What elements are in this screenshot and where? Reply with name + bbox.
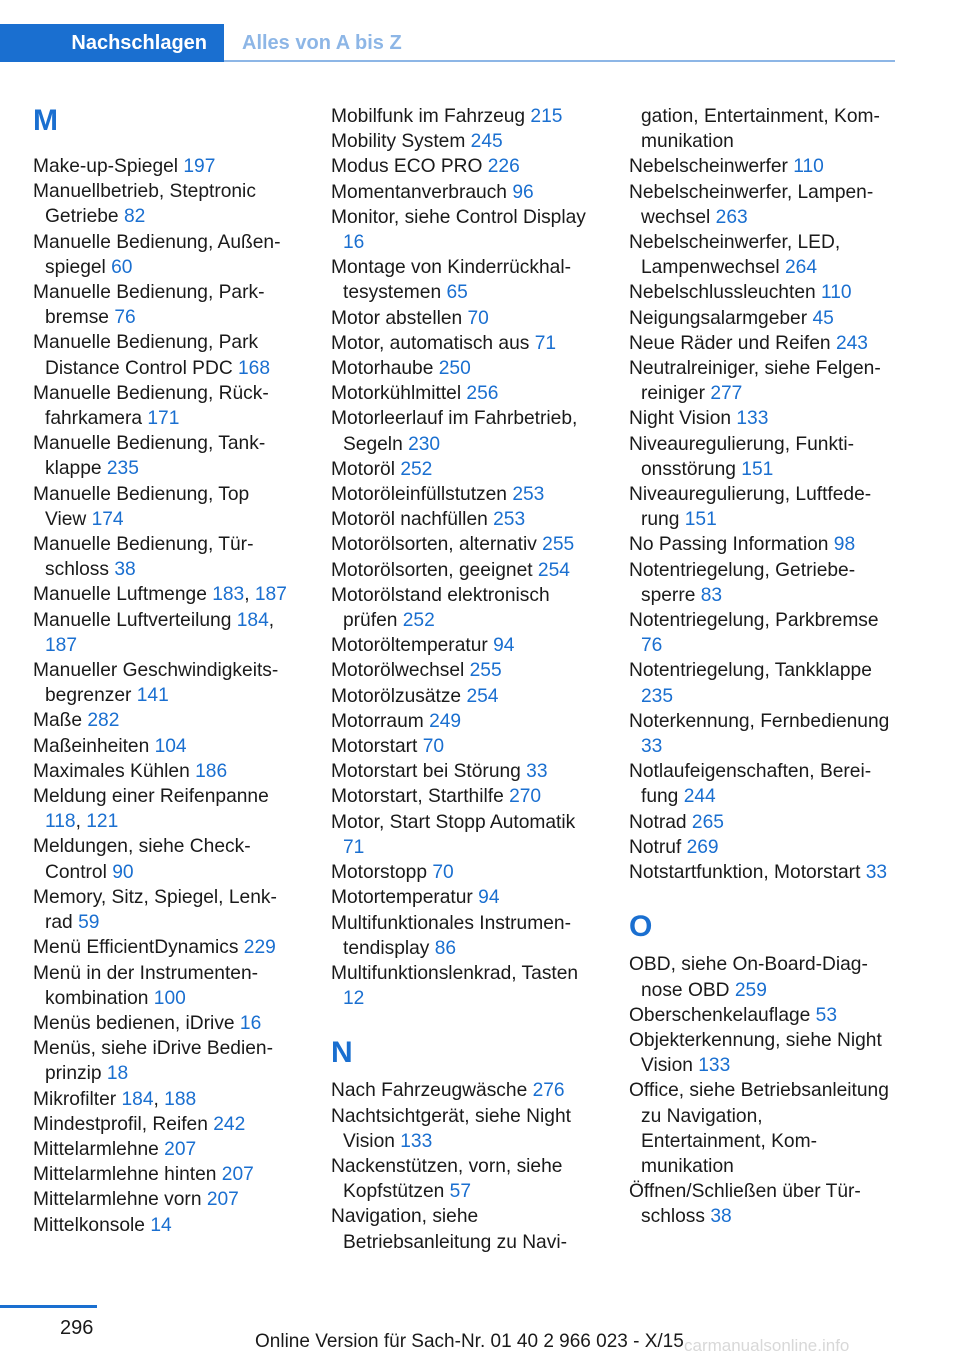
index-entry-term: Notrad bbox=[629, 811, 692, 833]
index-entry-term: Notentriegelung, Getriebesperre bbox=[629, 559, 856, 606]
index-entry bbox=[629, 154, 891, 179]
index-entry-term: Mittelkonsole bbox=[33, 1214, 151, 1236]
page-reference-link[interactable]: 207 bbox=[206, 1189, 239, 1211]
page-reference-link[interactable]: 86 bbox=[434, 937, 457, 959]
index-entry-term: Notentriegelung, Tankklappe bbox=[629, 660, 872, 682]
index-letter-heading: O bbox=[629, 910, 653, 944]
index-entry-term: gation, Entertainment, Kommunikation bbox=[641, 106, 880, 153]
page-reference-link[interactable]: 270 bbox=[509, 786, 542, 808]
index-entry-term: Motorölstand elektronisch prüfen bbox=[331, 584, 550, 632]
index-entry-term: Mobilfunk im Fahrzeug bbox=[331, 106, 531, 127]
index-entry bbox=[331, 684, 593, 709]
index-entry-term: Niveauregulierung, Luftfederung bbox=[629, 484, 872, 531]
page-reference-link[interactable]: 235 bbox=[641, 685, 674, 707]
index-entry-term: Motoröltemperatur bbox=[331, 635, 494, 657]
index-entry bbox=[331, 180, 593, 205]
index-entry-term: Nachtsichtgerät, siehe Night Vision bbox=[331, 1105, 571, 1152]
index-entry-term: Motor abstellen bbox=[331, 307, 468, 329]
section-tab-nachschlagen[interactable] bbox=[0, 24, 224, 62]
page-reference-link[interactable]: 245 bbox=[470, 131, 503, 153]
index-entry-term: Modus ECO PRO bbox=[331, 156, 488, 178]
index-entry bbox=[629, 432, 891, 482]
index-entry-term: Manuelle Luftmenge bbox=[33, 584, 213, 606]
page-reference-link[interactable]: 90 bbox=[112, 861, 134, 883]
index-entry bbox=[629, 608, 891, 658]
index-entry bbox=[629, 280, 891, 305]
page-reference-link[interactable]: 33 bbox=[526, 761, 548, 783]
page-reference-link[interactable]: 229 bbox=[243, 937, 276, 959]
index-letter-heading: N bbox=[331, 1036, 353, 1070]
page-reference-link[interactable]: 254 bbox=[537, 559, 570, 581]
page-reference-link[interactable]: 76 bbox=[114, 307, 136, 329]
page-reference-link[interactable]: 96 bbox=[512, 181, 534, 203]
page-header bbox=[0, 24, 895, 62]
page-reference-link[interactable]: 242 bbox=[213, 1113, 246, 1135]
index-entry bbox=[331, 154, 593, 179]
page-reference-link[interactable]: 269 bbox=[686, 836, 719, 858]
index-entry bbox=[33, 961, 295, 1011]
page-reference-link[interactable]: 230 bbox=[408, 433, 441, 455]
index-entry bbox=[331, 104, 593, 129]
index-entry bbox=[629, 1028, 891, 1078]
index-entry-term: Manueller Geschwindigkeitsbegrenzer bbox=[33, 660, 279, 707]
index-entry bbox=[629, 406, 891, 431]
index-entry bbox=[629, 860, 891, 885]
page-reference-link[interactable]: 244 bbox=[683, 786, 716, 808]
page-reference-link[interactable]: 33 bbox=[641, 736, 663, 758]
page-reference-link[interactable]: 57 bbox=[449, 1181, 472, 1203]
index-entry-term: Motorleerlauf im Fahrbetrieb, Segeln bbox=[331, 408, 578, 455]
page-reference-link[interactable]: 65 bbox=[446, 282, 468, 304]
index-entry bbox=[33, 330, 295, 380]
index-entry-term: Motorraum bbox=[331, 710, 430, 732]
page-reference-link[interactable]: 70 bbox=[432, 862, 454, 884]
index-entry bbox=[33, 734, 295, 759]
index-entry-term: Menü EfficientDynamics bbox=[33, 937, 244, 959]
page-number: 296 bbox=[60, 1317, 94, 1339]
online-version-note: Online Version für Sach-Nr. 01 40 2 966 023 - X/15 bbox=[255, 1331, 684, 1352]
index-entry-term: Oberschenkelauflage bbox=[629, 1004, 816, 1026]
index-entry-term: Nebelscheinwerfer bbox=[629, 156, 794, 178]
index-entry bbox=[629, 356, 891, 406]
index-entry-term: Night Vision bbox=[629, 408, 737, 430]
index-entry: Manuelle Luftmenge 183, 187 bbox=[33, 584, 287, 606]
page-reference-link[interactable]: 76 bbox=[641, 635, 663, 657]
index-entry-term: Motorstopp bbox=[331, 862, 433, 884]
page-reference-link[interactable]: 71 bbox=[343, 836, 365, 858]
index-entry-term: Multifunktionslenkrad, Tasten bbox=[331, 962, 579, 984]
page-reference-link[interactable]: 207 bbox=[164, 1138, 197, 1160]
page-reference-link[interactable]: 121 bbox=[86, 811, 119, 833]
page-reference-link[interactable]: 184 bbox=[121, 1088, 154, 1110]
index-entry bbox=[629, 331, 891, 356]
index-entry bbox=[33, 381, 295, 431]
index-entry-term: Motoröl nachfüllen bbox=[331, 509, 494, 531]
index-entry-term: Navigation, siehe Betriebsanleitung zu Navi- bbox=[331, 1206, 567, 1253]
page-reference-link[interactable]: 38 bbox=[710, 1206, 732, 1228]
index-entry bbox=[331, 885, 593, 910]
index-entry bbox=[33, 834, 295, 884]
index-entry bbox=[331, 356, 593, 381]
index-entry bbox=[33, 431, 295, 481]
index-entry bbox=[33, 1112, 295, 1137]
page-reference-link[interactable]: 263 bbox=[715, 206, 748, 228]
index-column-2 bbox=[331, 104, 593, 1255]
index-entry-term: Momentanverbrauch bbox=[331, 181, 513, 203]
index-letter-heading: M bbox=[33, 104, 58, 137]
index-entry bbox=[629, 658, 891, 708]
page-reference-link[interactable]: 18 bbox=[106, 1063, 129, 1085]
index-entry bbox=[331, 558, 593, 583]
index-entry bbox=[629, 759, 891, 809]
index-entry-term: Meldungen, siehe Check-Control bbox=[33, 836, 251, 883]
index-entry-term: Manuelle Bedienung, Türschloss bbox=[33, 534, 254, 581]
index-column-1 bbox=[33, 104, 295, 1238]
index-entry-term: Manuelle Bedienung, Parkbremse bbox=[33, 282, 265, 329]
page-reference-link[interactable]: 197 bbox=[183, 156, 216, 177]
index-entry bbox=[331, 810, 593, 860]
index-entry bbox=[331, 583, 593, 633]
index-entry bbox=[331, 734, 593, 759]
page-reference-link[interactable]: 265 bbox=[691, 811, 724, 833]
page-reference-link[interactable]: 252 bbox=[402, 610, 435, 632]
index-entry bbox=[33, 1036, 295, 1086]
page-reference-link[interactable]: 259 bbox=[734, 979, 767, 1001]
page-reference-link[interactable]: 243 bbox=[835, 332, 868, 354]
page-reference-link[interactable]: 59 bbox=[78, 912, 100, 934]
index-entry: Meldung einer Reifenpanne 118, 121 bbox=[33, 786, 269, 833]
page-reference-link[interactable]: 94 bbox=[493, 635, 515, 657]
index-entry bbox=[33, 230, 295, 280]
index-entry-term: Maximales Kühlen bbox=[33, 760, 196, 782]
page-reference-link[interactable]: 282 bbox=[87, 710, 120, 732]
index-entry-term: Motorstart, Starthilfe bbox=[331, 786, 510, 808]
index-entry-term: Motorstart bei Störung bbox=[331, 761, 527, 783]
page-reference-link[interactable]: 16 bbox=[343, 232, 365, 254]
index-entry-term: Motorölsorten, geeignet bbox=[331, 559, 538, 581]
index-entry bbox=[33, 1137, 295, 1162]
index-entry-term: Neutralreiniger, siehe Felgenreiniger bbox=[629, 358, 881, 405]
index-entry-term: Öffnen/Schließen über Türschloss bbox=[629, 1181, 861, 1228]
page-reference-link[interactable]: 215 bbox=[530, 106, 563, 127]
page-reference-link[interactable]: 60 bbox=[111, 256, 133, 278]
index-entry bbox=[629, 1179, 891, 1229]
page-reference-link[interactable]: 133 bbox=[400, 1130, 433, 1152]
page-reference-link[interactable]: 226 bbox=[487, 156, 520, 178]
page-reference-link[interactable]: 255 bbox=[469, 660, 502, 682]
index-entry bbox=[629, 810, 891, 835]
page-reference-link[interactable]: 38 bbox=[114, 559, 136, 581]
page-reference-link[interactable]: 100 bbox=[153, 987, 186, 1009]
index-entry bbox=[331, 633, 593, 658]
subsection-tab-label: Alles von A bis Z bbox=[242, 31, 402, 54]
index-entry-term: Objekterkennung, siehe Night Vision bbox=[629, 1029, 882, 1077]
index-entry bbox=[331, 961, 593, 1011]
index-entry bbox=[629, 104, 891, 154]
index-entry bbox=[331, 406, 593, 456]
index-entry-term: Maßeinheiten bbox=[33, 735, 155, 757]
page-reference-link[interactable]: 168 bbox=[238, 357, 271, 379]
page-reference-link[interactable]: 187 bbox=[254, 584, 287, 606]
index-entry bbox=[331, 331, 593, 356]
index-entry bbox=[629, 1003, 891, 1028]
page-reference-link[interactable]: 253 bbox=[512, 484, 545, 506]
index-entry bbox=[331, 381, 593, 406]
index-entry bbox=[629, 532, 891, 557]
index-entry-term: Nebelscheinwerfer, Lampenwechsel bbox=[629, 181, 874, 228]
index-entry-term: No Passing Information bbox=[629, 534, 834, 556]
index-entry bbox=[331, 709, 593, 734]
page-reference-link[interactable]: 253 bbox=[493, 509, 526, 531]
page-reference-link[interactable]: 187 bbox=[45, 634, 78, 656]
index-entry bbox=[33, 1213, 295, 1238]
page-reference-link[interactable]: 186 bbox=[195, 760, 228, 782]
index-entry-term: Nach Fahrzeugwäsche bbox=[331, 1080, 533, 1102]
index-entry-term: Monitor, siehe Control Display bbox=[331, 206, 586, 228]
index-entry-term: Nebelschlussleuchten bbox=[629, 282, 821, 304]
index-entry-term: Make-up-Spiegel bbox=[33, 156, 184, 177]
index-entry-term: Manuellbetrieb, Steptronic Getriebe bbox=[33, 181, 256, 228]
header-divider bbox=[224, 60, 895, 62]
page-reference-link[interactable]: 171 bbox=[147, 408, 180, 430]
index-entry bbox=[331, 205, 593, 255]
page-reference-link[interactable]: 235 bbox=[106, 458, 139, 480]
index-entry: Mikrofilter 184, 188 bbox=[33, 1088, 197, 1110]
index-entry bbox=[629, 1078, 891, 1179]
page-reference-link[interactable]: 71 bbox=[534, 332, 557, 354]
index-entry-term: Motoröleinfüllstutzen bbox=[331, 484, 513, 506]
footer-divider bbox=[0, 1305, 97, 1308]
index-entry-term: Mittelarmlehne bbox=[33, 1138, 165, 1160]
index-entry-term: OBD, siehe On-Board-Diagnose OBD bbox=[629, 954, 868, 1001]
page-reference-link[interactable]: 14 bbox=[150, 1214, 172, 1236]
index-entry bbox=[33, 280, 295, 330]
index-entry-term: Manuelle Bedienung, Top View bbox=[33, 483, 250, 530]
index-entry: Manuelle Luftverteilung 184, 187 bbox=[33, 609, 275, 656]
page-reference-link[interactable]: 94 bbox=[478, 887, 500, 909]
page-reference-link[interactable]: 70 bbox=[422, 736, 445, 758]
index-entry bbox=[33, 1187, 295, 1212]
index-entry-term: Notstartfunktion, Motorstart bbox=[629, 862, 866, 884]
index-entry bbox=[331, 759, 593, 784]
index-entry-term: Menü in der Instrumentenkombination bbox=[33, 962, 259, 1009]
index-entry bbox=[629, 230, 891, 280]
index-entry-term: Neigungsalarmgeber bbox=[629, 307, 813, 329]
page-reference-link[interactable]: 83 bbox=[700, 584, 723, 606]
index-entry-term: Menüs bedienen, iDrive bbox=[33, 1012, 240, 1034]
index-entry bbox=[331, 658, 593, 683]
page-reference-link[interactable]: 133 bbox=[698, 1055, 731, 1077]
page-reference-link[interactable]: 98 bbox=[833, 534, 856, 556]
page-reference-link[interactable]: 110 bbox=[821, 282, 852, 304]
index-entry bbox=[33, 935, 295, 960]
index-entry bbox=[629, 306, 891, 331]
index-entry bbox=[33, 885, 295, 935]
index-entry-term: Nackenstützen, vorn, siehe Kopfstützen bbox=[331, 1155, 563, 1203]
page-reference-link[interactable]: 151 bbox=[684, 509, 717, 531]
index-entry-term: Motoröl bbox=[331, 458, 401, 480]
page-reference-link[interactable]: 12 bbox=[343, 988, 365, 1010]
index-entry-term: Niveauregulierung, Funktionsstörung bbox=[629, 433, 855, 480]
page-reference-link[interactable]: 53 bbox=[815, 1004, 838, 1026]
index-entry bbox=[33, 1162, 295, 1187]
index-entry-term: Multifunktionales Instrumentendisplay bbox=[331, 912, 571, 959]
index-entry bbox=[331, 532, 593, 557]
page-reference-link[interactable]: 277 bbox=[710, 383, 743, 405]
index-entry bbox=[331, 457, 593, 482]
index-entry-term: Motorkühlmittel bbox=[331, 383, 467, 405]
index-entry-term: Motorölzusätze bbox=[331, 685, 467, 707]
page-reference-link[interactable]: 33 bbox=[865, 862, 888, 884]
index-entry-term: Motorölwechsel bbox=[331, 660, 470, 682]
index-entry bbox=[629, 952, 891, 1002]
watermark: carmanualsonline.info bbox=[684, 1336, 850, 1355]
index-entry-term: Motortemperatur bbox=[331, 887, 479, 909]
index-entry-term: Mikrofilter bbox=[33, 1088, 122, 1110]
index-entry bbox=[33, 658, 295, 708]
page-reference-link[interactable]: 188 bbox=[164, 1088, 197, 1110]
index-entry-term: Manuelle Luftverteilung bbox=[33, 609, 237, 631]
index-entry-term: Maße bbox=[33, 710, 88, 732]
page-reference-link[interactable]: 256 bbox=[466, 383, 499, 405]
index-entry-term: Notruf bbox=[629, 836, 687, 858]
page-reference-link[interactable]: 133 bbox=[736, 408, 769, 430]
index-entry-term: Mobility System bbox=[331, 131, 471, 153]
index-entry bbox=[33, 708, 295, 733]
index-entry-term: Neue Räder und Reifen bbox=[629, 332, 836, 354]
index-entry bbox=[331, 1078, 593, 1103]
page-reference-link[interactable]: 252 bbox=[400, 458, 433, 480]
index-entry bbox=[331, 306, 593, 331]
index-entry bbox=[331, 507, 593, 532]
index-entry bbox=[331, 784, 593, 809]
index-entry bbox=[629, 835, 891, 860]
index-entry bbox=[331, 482, 593, 507]
page-reference-link[interactable]: 250 bbox=[438, 358, 471, 380]
page-reference-link[interactable]: 255 bbox=[542, 534, 575, 556]
page-reference-link[interactable]: 45 bbox=[812, 307, 834, 329]
index-entry bbox=[629, 482, 891, 532]
page-reference-link[interactable]: 207 bbox=[221, 1164, 254, 1186]
index-entry-term: Manuelle Bedienung, Park Distance Control PDC bbox=[33, 332, 259, 379]
page-reference-link[interactable]: 151 bbox=[741, 458, 774, 480]
index-entry-term: Menüs, siehe iDrive Bedienprinzip bbox=[33, 1038, 273, 1085]
section-tab-label: Nachschlagen bbox=[71, 31, 207, 54]
index-entry bbox=[629, 709, 891, 759]
index-entry-term: Motor, Start Stopp Automatik bbox=[331, 811, 576, 833]
index-entry bbox=[331, 129, 593, 154]
index-entry-term: Mittelarmlehne vorn bbox=[33, 1189, 207, 1211]
index-entry bbox=[331, 1154, 593, 1204]
page-reference-link[interactable]: 16 bbox=[239, 1012, 262, 1034]
index-entry-term: Manuelle Bedienung, Rückfahrkamera bbox=[33, 382, 269, 430]
index-entry bbox=[33, 532, 295, 582]
index-entry bbox=[331, 255, 593, 305]
index-entry-term: Nebelscheinwerfer, LED, Lampenwechsel bbox=[629, 232, 841, 279]
page-reference-link[interactable]: 82 bbox=[123, 206, 146, 228]
page-reference-link[interactable]: 174 bbox=[91, 508, 124, 530]
index-entry-term: Motorhaube bbox=[331, 358, 439, 380]
index-entry-term: Motorölsorten, alternativ bbox=[331, 534, 543, 556]
page-reference-link[interactable]: 70 bbox=[467, 307, 489, 329]
page-reference-link[interactable]: 141 bbox=[136, 685, 169, 707]
index-entry bbox=[33, 179, 295, 229]
page-reference-link[interactable]: 110 bbox=[793, 156, 824, 178]
index-entry-term: Motorstart bbox=[331, 736, 423, 758]
page-reference-link[interactable]: 184 bbox=[236, 609, 269, 631]
page-reference-link[interactable]: 249 bbox=[429, 710, 462, 732]
index-entry bbox=[331, 911, 593, 961]
page-reference-link[interactable]: 183 bbox=[212, 584, 245, 606]
index-entry bbox=[629, 180, 891, 230]
index-entry-term: Montage von Kinderrückhaltesystemen bbox=[331, 257, 571, 304]
section-tab-alles-von-a-bis-z[interactable] bbox=[242, 24, 402, 62]
page-reference-link[interactable]: 118 bbox=[45, 811, 76, 833]
index-entry bbox=[33, 759, 295, 784]
page-reference-link[interactable]: 276 bbox=[532, 1080, 565, 1102]
index-entry-term: Mindestprofil, Reifen bbox=[33, 1113, 214, 1135]
index-entry-term: Manuelle Bedienung, Tankklappe bbox=[33, 433, 266, 480]
index-entry bbox=[331, 860, 593, 885]
index-entry-term: Office, siehe Betriebsanleitung zu Navigation, Entertainment, Kommunikation bbox=[629, 1080, 889, 1177]
index-entry bbox=[331, 1204, 593, 1254]
page-reference-link[interactable]: 264 bbox=[785, 257, 818, 279]
index-entry-term: Memory, Sitz, Spiegel, Lenkrad bbox=[33, 886, 277, 934]
index-entry-term: Notentriegelung, Parkbremse bbox=[629, 610, 879, 632]
index-entry bbox=[33, 1011, 295, 1036]
index-entry-term: Notlaufeigenschaften, Bereifung bbox=[629, 761, 872, 808]
page-reference-link[interactable]: 254 bbox=[466, 685, 499, 707]
index-entry-term: Meldung einer Reifenpanne bbox=[33, 786, 269, 808]
index-entry bbox=[331, 1104, 593, 1154]
index-entry-term: Motor, automatisch aus bbox=[331, 332, 535, 354]
index-entry-term: Noterkennung, Fernbedienung bbox=[629, 710, 890, 732]
index-entry bbox=[33, 154, 295, 179]
index-column-3 bbox=[629, 104, 891, 1230]
index-entry bbox=[33, 482, 295, 532]
index-entry bbox=[629, 558, 891, 608]
index-entry-term: Mittelarmlehne hinten bbox=[33, 1164, 222, 1186]
index-entry-term: Manuelle Bedienung, Außenspiegel bbox=[33, 231, 281, 278]
page-reference-link[interactable]: 104 bbox=[154, 735, 187, 757]
